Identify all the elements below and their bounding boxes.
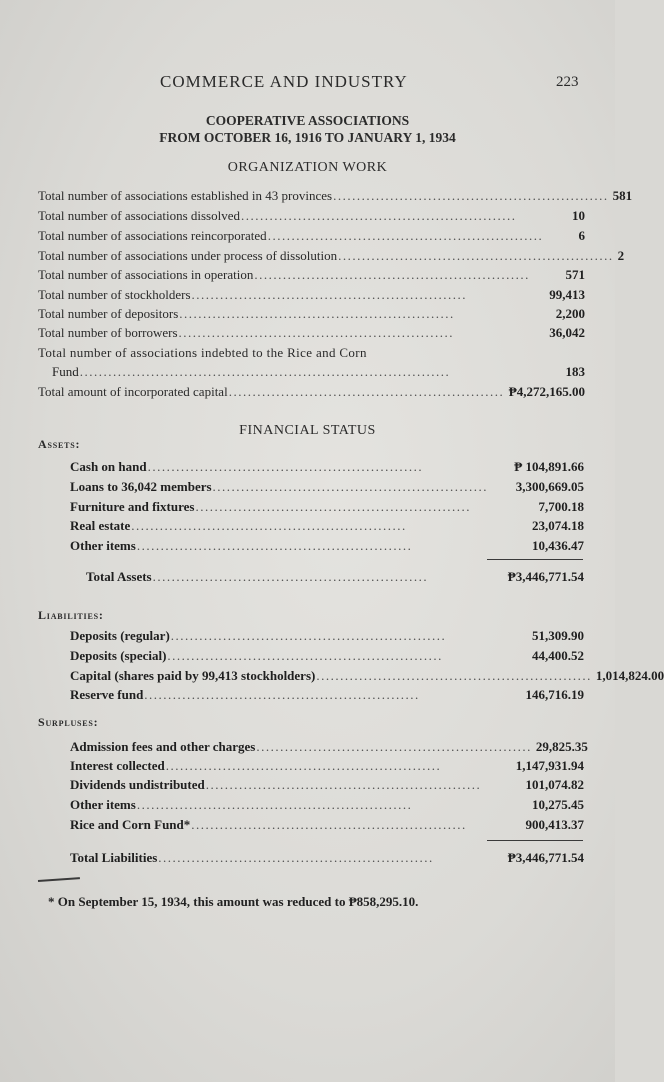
asset-value: 7,700.18 <box>538 499 584 514</box>
org-row-value: 571 <box>565 267 585 282</box>
org-row-value: 10 <box>572 208 585 223</box>
asset-label: Furniture and fixtures <box>70 499 195 514</box>
asset-value: 3,300,669.05 <box>515 479 584 494</box>
org-row-label: Total number of associations established in 43 provinces <box>38 188 333 203</box>
asset-row: Loans to 36,042 members .......................................................... 3,300,669.05 <box>70 479 584 494</box>
asset-row: Furniture and fixtures .......................................................... 7,700.18 <box>70 499 584 514</box>
surplus-value: 900,413.37 <box>525 817 584 832</box>
org-row-value: 99,413 <box>549 287 585 302</box>
asset-row: Real estate .......................................................... 23,074.18 <box>70 518 584 533</box>
org-row-label: Total number of associations dissolved <box>38 208 241 223</box>
total-assets-label: Total Assets <box>86 569 152 584</box>
org-row-dissolved: Total number of associations dissolved .......................................................... 10 <box>38 208 585 223</box>
rice-corn-line-1: Total number of associations indebted to the Rice and Corn <box>38 345 367 360</box>
org-row-under-dissolution: Total number of associations under process of dissolution .......................................................... 2 <box>38 248 625 263</box>
footnote: * On September 15, 1934, this amount was reduced to ₱858,295.10. <box>48 894 419 909</box>
org-row-value: 2,200 <box>555 306 585 321</box>
total-liabilities-row: Total Liabilities .......................................................... ₱3,446,771.54 <box>70 850 584 865</box>
total-assets-value: ₱3,446,771.54 <box>507 569 584 584</box>
org-row-label: Total amount of incorporated capital <box>38 384 228 399</box>
org-row-depositors: Total number of depositors .......................................................... 2,200 <box>38 306 585 321</box>
footnote-rule <box>38 877 80 882</box>
title-line-2: FROM OCTOBER 16, 1916 TO JANUARY 1, 1934 <box>159 130 456 145</box>
asset-label: Cash on hand <box>70 459 147 474</box>
org-row-value: 183 <box>565 364 585 379</box>
surplus-value: 1,147,931.94 <box>515 758 584 773</box>
running-title: COMMERCE AND INDUSTRY <box>160 72 408 91</box>
liability-value: 146,716.19 <box>525 687 584 702</box>
org-row-stockholders: Total number of stockholders .......................................................... 99,413 <box>38 287 585 302</box>
surplus-row: Dividends undistributed .......................................................... 101,074.82 <box>70 777 584 792</box>
surplus-label: Rice and Corn Fund* <box>70 817 191 832</box>
liability-label: Deposits (special) <box>70 648 167 663</box>
surplus-label: Other items <box>70 797 136 812</box>
running-head <box>0 72 615 94</box>
liability-label: Deposits (regular) <box>70 628 170 643</box>
asset-value: ₱ 104,891.66 <box>514 459 584 474</box>
total-liabilities-label: Total Liabilities <box>70 850 158 865</box>
liability-value: 44,400.52 <box>532 648 584 663</box>
total-assets-row: Total Assets .......................................................... ₱3,446,771.54 <box>86 569 584 584</box>
liabilities-label: Liabilities: <box>38 608 104 622</box>
surplus-label: Interest collected <box>70 758 165 773</box>
asset-row: Other items .......................................................... 10,436.47 <box>70 538 584 553</box>
page-number: 223 <box>556 74 579 90</box>
liabilities-total-rule <box>487 840 583 841</box>
org-row-label: Fund <box>52 364 79 379</box>
org-row-in-operation: Total number of associations in operation .......................................................... 571 <box>38 267 585 282</box>
assets-total-rule <box>487 559 583 560</box>
liability-value: 51,309.90 <box>532 628 584 643</box>
surpluses-label: Surpluses: <box>38 715 99 729</box>
org-row-value: 581 <box>612 188 633 203</box>
asset-label: Real estate <box>70 518 131 533</box>
liability-row: Deposits (regular) .......................................................... 51,309.90 <box>70 628 584 643</box>
financial-status-heading: FINANCIAL STATUS <box>239 423 376 438</box>
surplus-row: Admission fees and other charges .......................................................... 29,825.35 <box>70 739 588 754</box>
org-row-capital: Total amount of incorporated capital .......................................................... ₱4,272,165.00 <box>38 384 585 399</box>
liability-value: 1,014,824.00 <box>595 668 664 683</box>
org-row-rice-corn: Fund .............................................................................. 183 <box>52 364 585 379</box>
liability-label: Capital (shares paid by 99,413 stockholders) <box>70 668 316 683</box>
org-row-borrowers: Total number of borrowers .......................................................... 36,042 <box>38 325 585 340</box>
org-row-label: Total number of associations under process of dissolution <box>38 248 338 263</box>
liability-row: Capital (shares paid by 99,413 stockholders) .......................................................... 1,014,824.00 <box>70 668 664 683</box>
surplus-row: Rice and Corn Fund* .......................................................... 900,413.37 <box>70 817 584 832</box>
org-row-value: 2 <box>617 248 625 263</box>
surplus-value: 29,825.35 <box>535 739 588 754</box>
org-row-label: Total number of depositors <box>38 306 179 321</box>
liability-row: Deposits (special) .......................................................... 44,400.52 <box>70 648 584 663</box>
surplus-value: 101,074.82 <box>525 777 584 792</box>
asset-label: Loans to 36,042 members <box>70 479 212 494</box>
surplus-row: Other items .......................................................... 10,275.45 <box>70 797 584 812</box>
org-row-label: Total number of stockholders <box>38 287 191 302</box>
org-row-label: Total number of borrowers <box>38 325 178 340</box>
liability-row: Reserve fund .......................................................... 146,716.19 <box>70 687 584 702</box>
organization-work-heading: ORGANIZATION WORK <box>227 160 388 175</box>
assets-label: Assets: <box>38 437 81 451</box>
asset-row: Cash on hand .......................................................... ₱ 104,891.66 <box>70 459 584 474</box>
org-row-value: ₱4,272,165.00 <box>508 384 585 399</box>
org-row-value: 36,042 <box>549 325 585 340</box>
asset-label: Other items <box>70 538 136 553</box>
asset-value: 10,436.47 <box>532 538 584 553</box>
org-row-label: Total number of associations in operation <box>38 267 254 282</box>
surplus-label: Dividends undistributed <box>70 777 205 792</box>
total-liabilities-value: ₱3,446,771.54 <box>507 850 584 865</box>
org-row-label: Total number of associations reincorporated <box>38 228 267 243</box>
title-line-1: COOPERATIVE ASSOCIATIONS <box>205 113 410 128</box>
asset-value: 23,074.18 <box>532 518 584 533</box>
org-row-reincorporated: Total number of associations reincorporated .......................................................... 6 <box>38 228 585 243</box>
org-row-established: Total number of associations established in 43 provinces .......................................................... 581 <box>38 188 633 203</box>
surplus-label: Admission fees and other charges <box>70 739 256 754</box>
org-row-value: 6 <box>578 228 585 243</box>
liability-label: Reserve fund <box>70 687 144 702</box>
surplus-value: 10,275.45 <box>532 797 584 812</box>
surplus-row: Interest collected .......................................................... 1,147,931.94 <box>70 758 584 773</box>
